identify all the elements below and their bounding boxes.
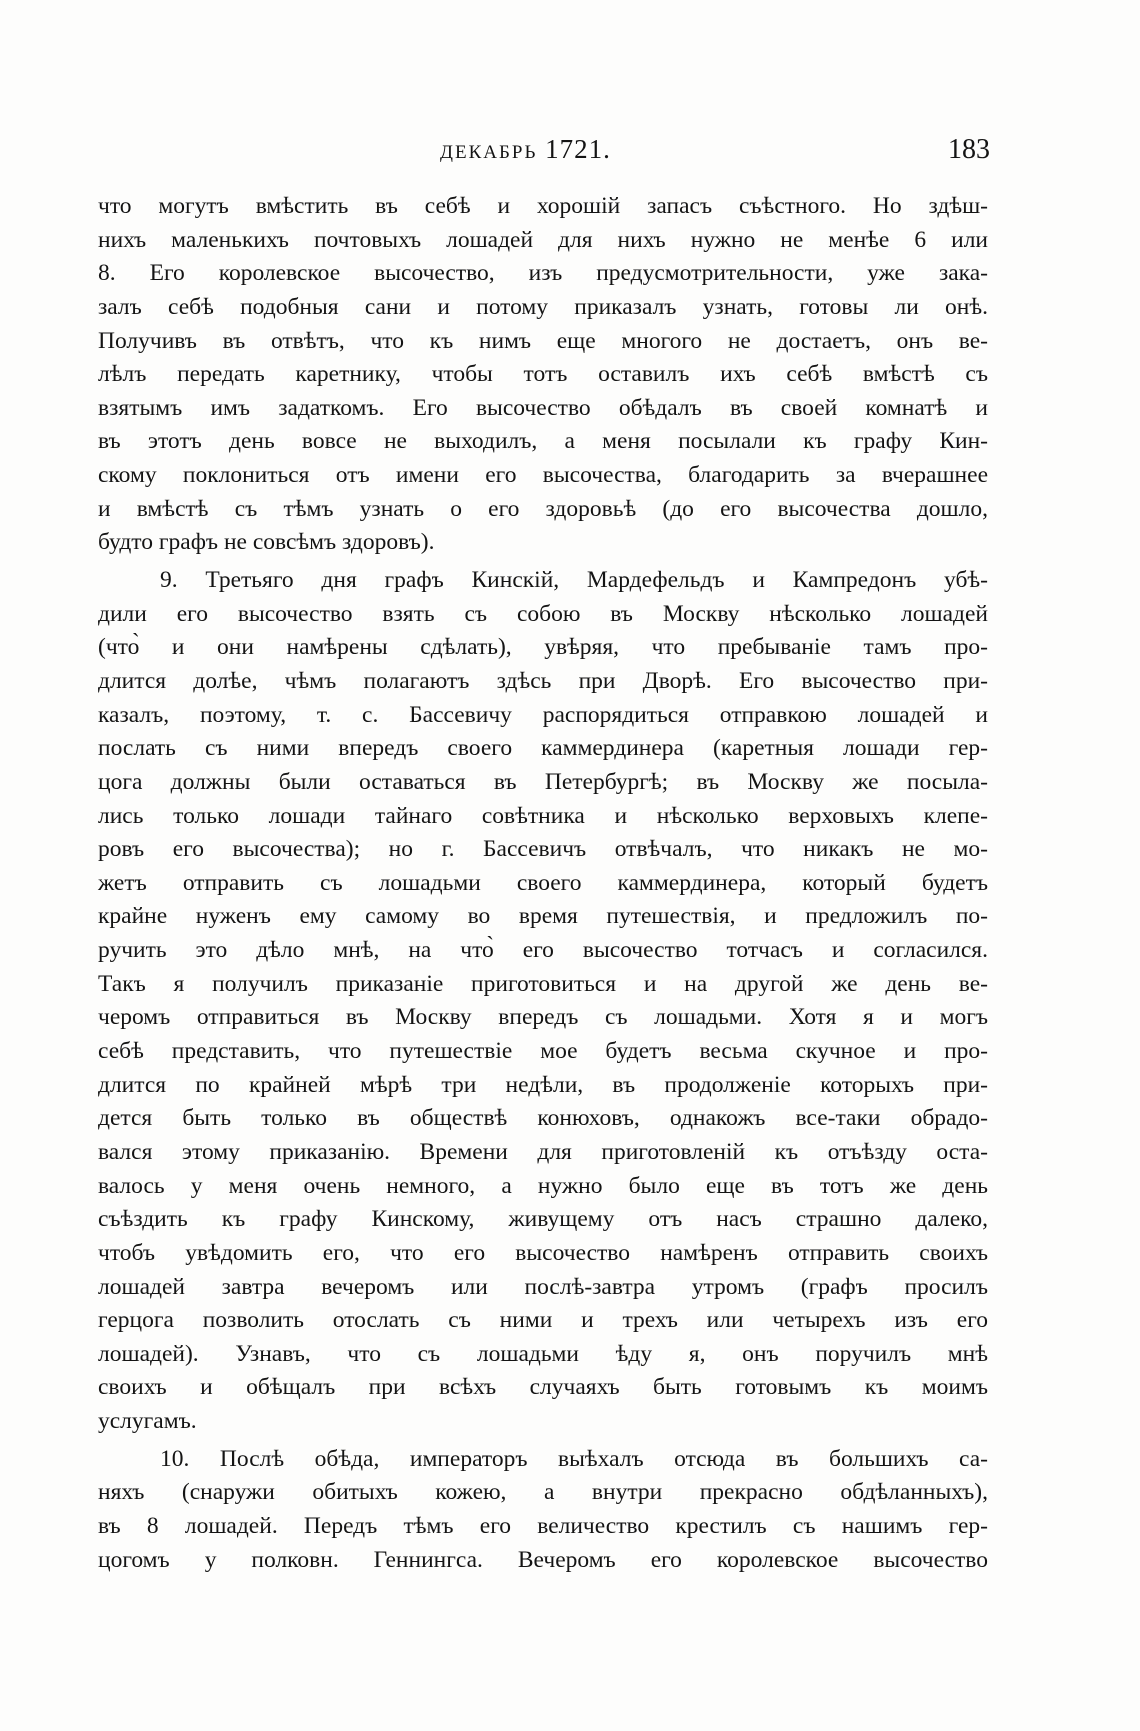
text-line: послать съ ними впередъ своего каммердинера (каретныя лошади гер-: [98, 735, 988, 762]
text-line: въ этотъ день вовсе не выходилъ, а меня посылали къ графу Кин-: [98, 428, 988, 455]
text-line: что могутъ вмѣстить въ себѣ и хорошій запасъ съѣстного. Но здѣш-: [98, 193, 988, 219]
text-line: крайне нуженъ ему самому во время путешествія, и предложилъ по-: [98, 903, 988, 930]
text-line: длится по крайней мѣрѣ три недѣли, въ продолженіе которыхъ при-: [98, 1071, 988, 1098]
text-line: черомъ отправиться въ Москву впередъ съ лошадьми. Хотя я и могъ: [98, 1004, 988, 1031]
text-line: дили его высочество взять съ собою въ Москву нѣсколько лошадей: [98, 600, 988, 627]
text-line: (что̀ и они намѣрены сдѣлать), увѣряя, что пребываніе тамъ про-: [98, 634, 988, 661]
text-line: будто графъ не совсѣмъ здоровъ).: [98, 529, 435, 556]
text-line: Такъ я получилъ приказаніе приготовиться и на другой же день ве-: [98, 970, 988, 997]
text-line: вался этому приказанію. Времени для приготовленій къ отъѣзду оста-: [98, 1138, 988, 1165]
paragraph-1: [98, 190, 988, 560]
text-line: валось у меня очень немного, а нужно было еще въ тотъ же день: [98, 1172, 988, 1199]
text-line: ручить это дѣло мнѣ, на что̀ его высочество тотчасъ и согласился.: [98, 937, 988, 964]
text-line: цога должны были оставаться въ Петербургѣ; въ Москву же посыла-: [98, 768, 988, 795]
page-number: 183: [948, 134, 990, 165]
text-line: лошадей завтра вечеромъ или послѣ-завтра утромъ (графъ просилъ: [98, 1273, 988, 1300]
text-line: 9. Третьяго дня графъ Кинскій, Мардефельдъ и Кампредонъ убѣ-: [160, 567, 988, 594]
text-line: въ 8 лошадей. Передъ тѣмъ его величество крестилъ съ нашимъ гер-: [98, 1512, 988, 1539]
text-line: себѣ представить, что путешествіе мое будетъ весьма скучное и про-: [98, 1038, 988, 1065]
text-line: цогомъ у полковн. Геннингса. Вечеромъ его королевское высочество: [98, 1546, 988, 1573]
running-title-month: ДЕКАБРЬ: [440, 142, 538, 163]
text-line: казалъ, поэтому, т. с. Бассевичу распорядиться отправкою лошадей и: [98, 701, 988, 728]
text-line: 10. Послѣ обѣда, императоръ выѣхалъ отсюда въ большихъ са-: [160, 1445, 988, 1472]
text-line: герцога позволить отослать съ ними и трехъ или четырехъ изъ его: [98, 1307, 988, 1334]
running-title-year: 1721.: [545, 134, 611, 164]
running-title: [440, 134, 611, 165]
running-head: [440, 134, 990, 174]
body-text: [98, 190, 988, 1577]
text-line: съѣздить къ графу Кинскому, живущему отъ насъ страшно далеко,: [98, 1206, 988, 1233]
text-line: няхъ (снаружи обитыхъ кожею, а внутри прекрасно обдѣланныхъ),: [98, 1479, 988, 1506]
text-line: и вмѣстѣ съ тѣмъ узнать о его здоровьѣ (до его высочества дошло,: [98, 495, 988, 522]
text-line: чтобъ увѣдомить его, что его высочество намѣренъ отправить своихъ: [98, 1239, 988, 1266]
text-line: длится долѣе, чѣмъ полагаютъ здѣсь при Дворѣ. Его высочество при-: [98, 667, 988, 694]
text-line: дется быть только въ обществѣ конюховъ, однакожъ все-таки обрадо-: [98, 1105, 988, 1132]
text-line: взятымъ имъ задаткомъ. Его высочество обѣдалъ въ своей комнатѣ и: [98, 394, 988, 421]
text-line: лошадей). Узнавъ, что съ лошадьми ѣду я, онъ поручилъ мнѣ: [98, 1340, 988, 1367]
text-line: лись только лошади тайнаго совѣтника и нѣсколько верховыхъ клепе-: [98, 802, 988, 829]
text-line: Получивъ въ отвѣтъ, что къ нимъ еще многого не достаетъ, онъ ве-: [98, 327, 988, 354]
text-line: 8. Его королевское высочество, изъ предусмотрительности, уже зака-: [98, 260, 988, 287]
text-line: услугамъ.: [98, 1408, 197, 1435]
paragraph-2: [98, 564, 988, 1439]
text-line: ровъ его высочества); но г. Бассевичъ отвѣчалъ, что никакъ не мо-: [98, 836, 988, 863]
text-line: залъ себѣ подобныя сани и потому приказалъ узнать, готовы ли онѣ.: [98, 293, 988, 320]
text-line: нихъ маленькихъ почтовыхъ лошадей для нихъ нужно не менѣе 6 или: [98, 226, 988, 253]
text-line: лѣлъ передать каретнику, чтобы тотъ оставилъ ихъ себѣ вмѣстѣ съ: [98, 361, 988, 388]
text-line: скому поклониться отъ имени его высочества, благодарить за вчерашнее: [98, 462, 988, 489]
text-line: своихъ и обѣщалъ при всѣхъ случаяхъ быть готовымъ къ моимъ: [98, 1374, 988, 1401]
paragraph-3: [98, 1443, 988, 1578]
text-line: жетъ отправить съ лошадьми своего каммердинера, который будетъ: [98, 869, 988, 896]
